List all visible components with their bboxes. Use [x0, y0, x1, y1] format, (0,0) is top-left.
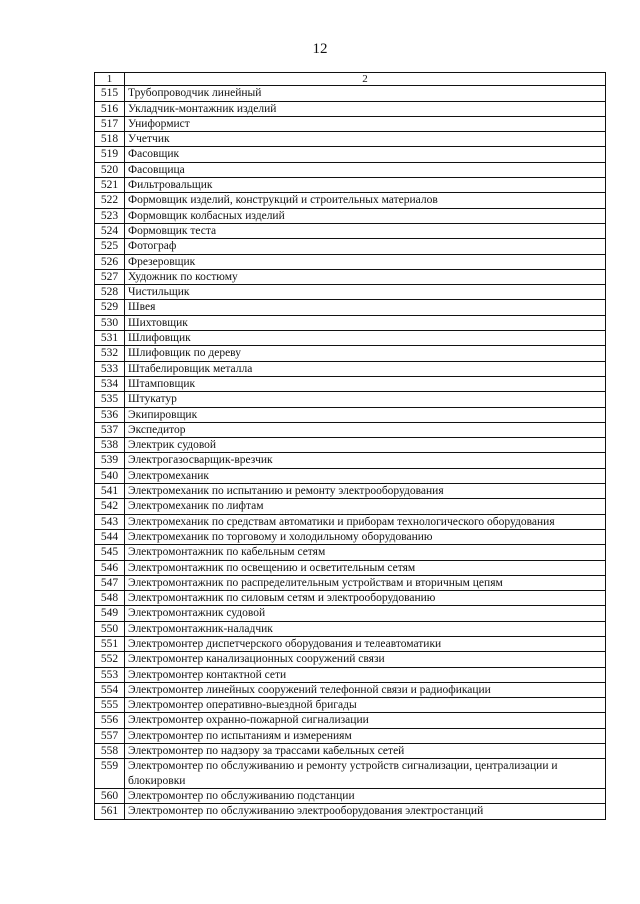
table-row: [95, 254, 606, 269]
row-number: 515: [95, 86, 125, 101]
table-row: [95, 285, 606, 300]
row-number: 550: [95, 621, 125, 636]
row-number: 524: [95, 223, 125, 238]
profession-name: Электромонтер линейных сооружений телефонной связи и радиофикации: [125, 682, 606, 697]
row-number: 529: [95, 300, 125, 315]
profession-name: Электромеханик: [125, 468, 606, 483]
table-row: [95, 392, 606, 407]
row-number: 520: [95, 162, 125, 177]
row-number: 557: [95, 728, 125, 743]
table-row: [95, 744, 606, 759]
row-number: 536: [95, 407, 125, 422]
table-row: [95, 193, 606, 208]
row-number: 551: [95, 636, 125, 651]
row-number: 544: [95, 529, 125, 544]
profession-name: Фрезеровщик: [125, 254, 606, 269]
table-row: [95, 545, 606, 560]
table-row: [95, 239, 606, 254]
row-number: 526: [95, 254, 125, 269]
row-number: 543: [95, 514, 125, 529]
profession-name: Униформист: [125, 116, 606, 131]
table-row: [95, 682, 606, 697]
table-row: [95, 223, 606, 238]
table-row: [95, 667, 606, 682]
row-number: 525: [95, 239, 125, 254]
row-number: 553: [95, 667, 125, 682]
profession-name: Электромонтажник по распределительным устройствам и вторичным цепям: [125, 575, 606, 590]
table-row: [95, 101, 606, 116]
profession-name: Швея: [125, 300, 606, 315]
table-row: [95, 331, 606, 346]
table-row: [95, 208, 606, 223]
row-number: 534: [95, 376, 125, 391]
row-number: 548: [95, 591, 125, 606]
profession-name: Фильтровальщик: [125, 178, 606, 193]
row-number: 556: [95, 713, 125, 728]
profession-name: Шлифовщик: [125, 331, 606, 346]
table-row: [95, 178, 606, 193]
row-number: 554: [95, 682, 125, 697]
table-row: [95, 606, 606, 621]
table-row: [95, 376, 606, 391]
table-row: [95, 804, 606, 819]
profession-name: Экспедитор: [125, 422, 606, 437]
profession-name: Художник по костюму: [125, 269, 606, 284]
profession-name: Шихтовщик: [125, 315, 606, 330]
table-row: [95, 698, 606, 713]
header-col-2: 2: [125, 73, 606, 86]
table-row: [95, 162, 606, 177]
row-number: 517: [95, 116, 125, 131]
row-number: 542: [95, 499, 125, 514]
table-row: [95, 575, 606, 590]
profession-name: Электромонтажник по освещению и осветительным сетям: [125, 560, 606, 575]
profession-name: Укладчик-монтажник изделий: [125, 101, 606, 116]
row-number: 539: [95, 453, 125, 468]
row-number: 533: [95, 361, 125, 376]
profession-name: Формовщик изделий, конструкций и строительных материалов: [125, 193, 606, 208]
table-row: [95, 147, 606, 162]
table-body: [95, 73, 606, 820]
table-row: [95, 346, 606, 361]
table-row: [95, 315, 606, 330]
row-number: 537: [95, 422, 125, 437]
table-row: [95, 788, 606, 803]
professions-table: [94, 72, 606, 820]
table-row: [95, 453, 606, 468]
row-number: 519: [95, 147, 125, 162]
table-row: [95, 269, 606, 284]
table-row: [95, 86, 606, 101]
table-row: [95, 713, 606, 728]
profession-name: Электрогазосварщик-врезчик: [125, 453, 606, 468]
header-col-1: 1: [95, 73, 125, 86]
profession-name: Электромонтер по обслуживанию и ремонту устройств сигнализации, централизации и блокировки: [125, 759, 606, 789]
profession-name: Учетчик: [125, 132, 606, 147]
profession-name: Электромонтажник по кабельным сетям: [125, 545, 606, 560]
profession-name: Электромонтажник судовой: [125, 606, 606, 621]
table-row: [95, 300, 606, 315]
row-number: 528: [95, 285, 125, 300]
profession-name: Электромонтер по обслуживанию подстанции: [125, 788, 606, 803]
profession-name: Электромонтер диспетчерского оборудования и телеавтоматики: [125, 636, 606, 651]
row-number: 541: [95, 484, 125, 499]
row-number: 560: [95, 788, 125, 803]
profession-name: Формовщик теста: [125, 223, 606, 238]
profession-name: Трубопроводчик линейный: [125, 86, 606, 101]
profession-name: Электромонтер охранно-пожарной сигнализации: [125, 713, 606, 728]
table-row: [95, 484, 606, 499]
table-row: [95, 759, 606, 789]
row-number: 549: [95, 606, 125, 621]
profession-name: Формовщик колбасных изделий: [125, 208, 606, 223]
table-header-row: [95, 73, 606, 86]
row-number: 527: [95, 269, 125, 284]
row-number: 555: [95, 698, 125, 713]
profession-name: Электромонтер по обслуживанию электрооборудования электростанций: [125, 804, 606, 819]
profession-name: Электрик судовой: [125, 438, 606, 453]
row-number: 547: [95, 575, 125, 590]
row-number: 552: [95, 652, 125, 667]
table-row: [95, 560, 606, 575]
profession-name: Шлифовщик по дереву: [125, 346, 606, 361]
profession-name: Электромеханик по торговому и холодильному оборудованию: [125, 529, 606, 544]
row-number: 561: [95, 804, 125, 819]
row-number: 540: [95, 468, 125, 483]
table-row: [95, 132, 606, 147]
row-number: 545: [95, 545, 125, 560]
profession-name: Штамповщик: [125, 376, 606, 391]
row-number: 535: [95, 392, 125, 407]
profession-name: Фасовщица: [125, 162, 606, 177]
table-row: [95, 468, 606, 483]
profession-name: Штукатур: [125, 392, 606, 407]
page-number: 12: [312, 41, 328, 57]
table-row: [95, 499, 606, 514]
row-number: 559: [95, 759, 125, 789]
profession-name: Фасовщик: [125, 147, 606, 162]
table-row: [95, 116, 606, 131]
profession-name: Электромеханик по испытанию и ремонту электрооборудования: [125, 484, 606, 499]
profession-name: Электромонтажник-наладчик: [125, 621, 606, 636]
row-number: 522: [95, 193, 125, 208]
row-number: 531: [95, 331, 125, 346]
row-number: 518: [95, 132, 125, 147]
row-number: 538: [95, 438, 125, 453]
table-row: [95, 652, 606, 667]
table-row: [95, 514, 606, 529]
profession-name: Фотограф: [125, 239, 606, 254]
profession-name: Электромонтер контактной сети: [125, 667, 606, 682]
table-row: [95, 621, 606, 636]
table-row: [95, 438, 606, 453]
profession-name: Электромонтер канализационных сооружений связи: [125, 652, 606, 667]
row-number: 532: [95, 346, 125, 361]
table-row: [95, 422, 606, 437]
profession-name: Электромонтер оперативно-выездной бригады: [125, 698, 606, 713]
table-row: [95, 407, 606, 422]
profession-name: Электромонтер по надзору за трассами кабельных сетей: [125, 744, 606, 759]
row-number: 546: [95, 560, 125, 575]
table-row: [95, 529, 606, 544]
table-row: [95, 591, 606, 606]
profession-name: Экипировщик: [125, 407, 606, 422]
profession-name: Штабелировщик металла: [125, 361, 606, 376]
table-row: [95, 728, 606, 743]
table-row: [95, 361, 606, 376]
profession-name: Электромеханик по средствам автоматики и приборам технологического оборудования: [125, 514, 606, 529]
table-row: [95, 636, 606, 651]
profession-name: Электромонтер по испытаниям и измерениям: [125, 728, 606, 743]
row-number: 530: [95, 315, 125, 330]
row-number: 558: [95, 744, 125, 759]
profession-name: Электромонтажник по силовым сетям и электрооборудованию: [125, 591, 606, 606]
row-number: 516: [95, 101, 125, 116]
profession-name: Чистильщик: [125, 285, 606, 300]
profession-name: Электромеханик по лифтам: [125, 499, 606, 514]
row-number: 523: [95, 208, 125, 223]
row-number: 521: [95, 178, 125, 193]
